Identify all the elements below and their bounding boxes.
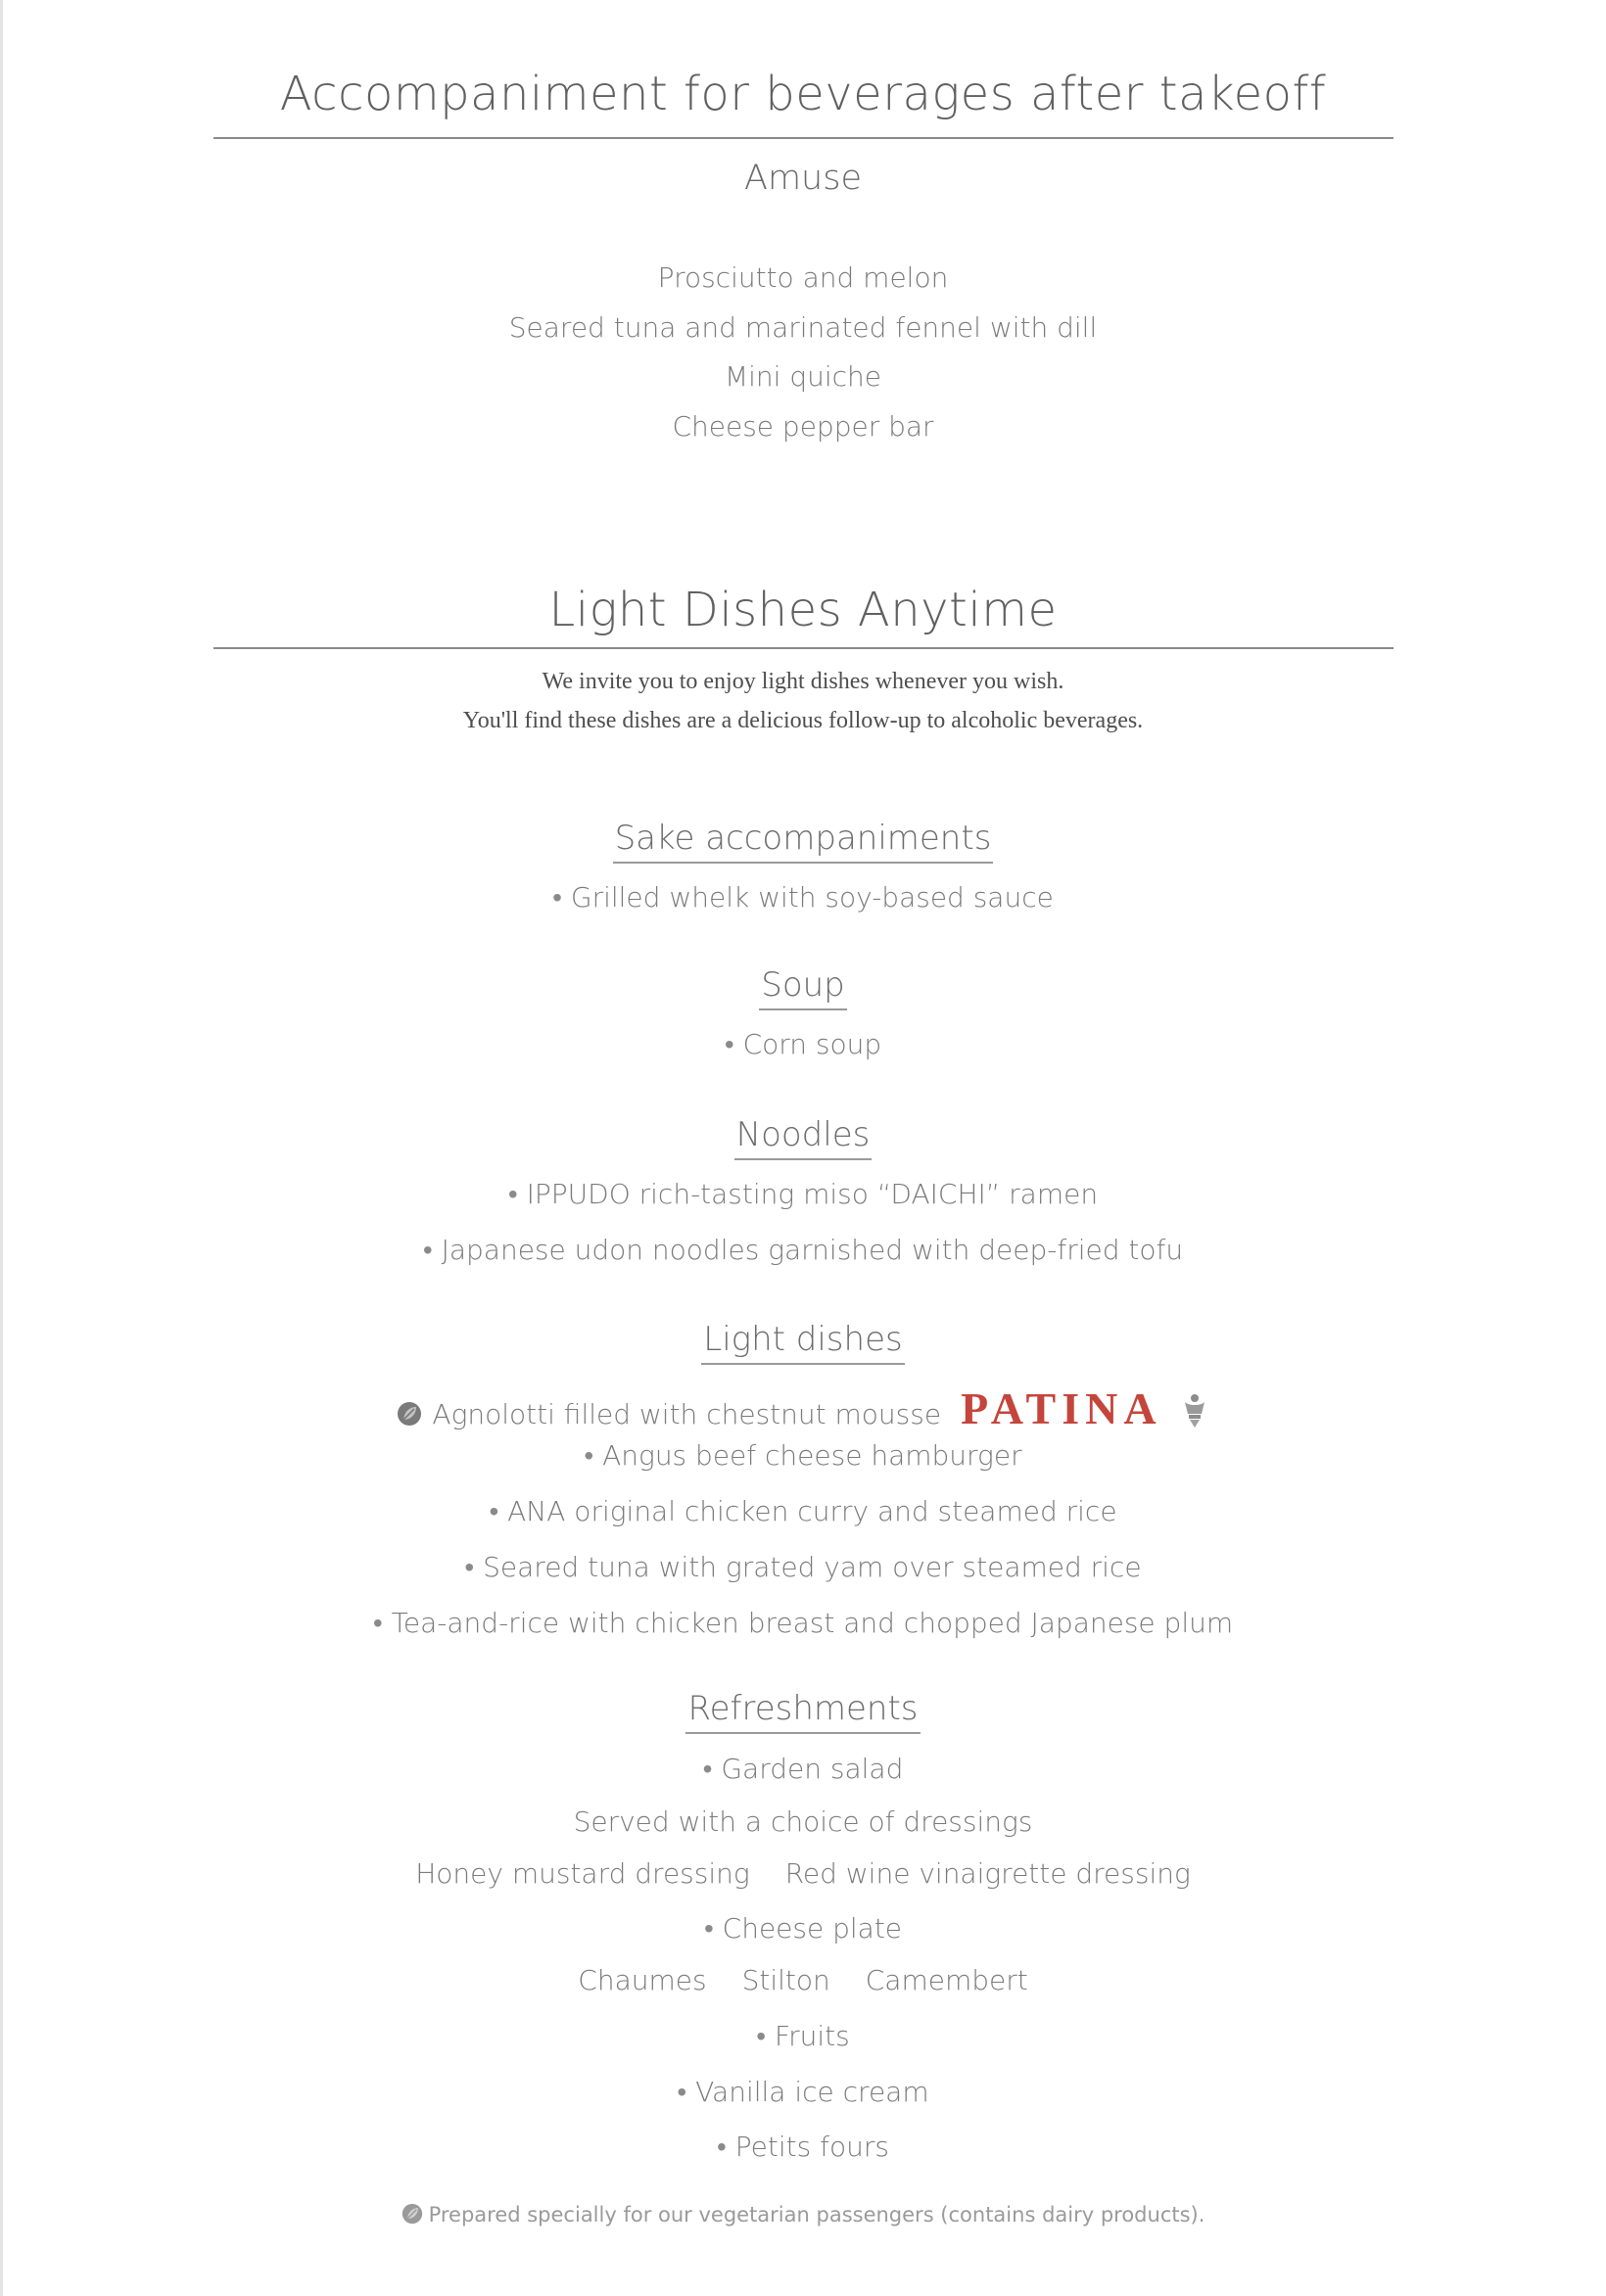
title-divider (213, 137, 1393, 139)
menu-item-label: Cheese plate (722, 1912, 903, 1945)
bullet: • (552, 881, 562, 914)
menu-item-label: ANA original chicken curry and steamed rice (507, 1495, 1117, 1527)
menu-item-label: Fruits (775, 2020, 850, 2052)
section-heading-sake (0, 819, 1606, 864)
vegetarian-footnote (0, 2203, 1606, 2226)
menu-item (0, 1028, 1606, 1060)
amuse-subtitle: Amuse (744, 159, 862, 198)
section-heading-label: Refreshments (685, 1689, 920, 1734)
menu-item-label: IPPUDO rich-tasting miso “DAICHI” ramen (526, 1178, 1099, 1210)
beverages-title: Accompaniment for beverages after takeoff (279, 67, 1327, 121)
cheese-option: Chaumes (578, 1964, 707, 1996)
bullet: • (584, 1439, 594, 1472)
cheese-option: Stilton (741, 1964, 830, 1996)
bullet: • (422, 1234, 433, 1266)
amuse-item: Cheese pepper bar (672, 410, 934, 443)
section-heading-soup (0, 965, 1606, 1010)
menu-item (0, 1439, 1606, 1472)
bullet: • (717, 2131, 727, 2163)
menu-item (0, 2020, 1606, 2052)
section-heading-label: Sake accompaniments (613, 819, 994, 864)
amuse-item: Seared tuna and marinated fennel with dill (508, 311, 1098, 344)
section-heading-noodles (0, 1115, 1606, 1160)
dressing-option: Red wine vinaigrette dressing (784, 1857, 1191, 1890)
bullet: • (507, 1178, 518, 1210)
section-heading-label: Noodles (734, 1115, 873, 1160)
cheese-option: Camembert (865, 1964, 1028, 1996)
vegetarian-leaf-icon (397, 1401, 422, 1427)
vegetarian-leaf-icon (402, 2203, 423, 2225)
bullet: • (464, 1551, 475, 1583)
menu-item (0, 1551, 1606, 1583)
footnote-text: Prepared specially for our vegetarian passengers (contains dairy products). (428, 2203, 1205, 2226)
menu-item-label: Corn soup (742, 1028, 882, 1060)
menu-item-label: Angus beef cheese hamburger (602, 1439, 1022, 1472)
menu-item (0, 1753, 1606, 1785)
menu-item-label: Garden salad (721, 1753, 904, 1785)
bullet: • (677, 2076, 687, 2108)
menu-item-label: Japanese udon noodles garnished with deep-fried tofu (441, 1234, 1184, 1266)
menu-item-vegetarian (0, 1382, 1606, 1434)
section-heading-label: Light dishes (701, 1320, 904, 1365)
menu-item-label: Grilled whelk with soy-based sauce (570, 881, 1054, 914)
crest-icon (1180, 1392, 1209, 1429)
menu-item-label: Petits fours (734, 2131, 889, 2163)
light-dishes-anytime-title: Light Dishes Anytime (548, 583, 1058, 637)
section-heading-refreshments (0, 1689, 1606, 1734)
section-heading-light-dishes (0, 1320, 1606, 1365)
menu-item (0, 1607, 1606, 1639)
menu-item (0, 881, 1606, 914)
amuse-item: Prosciutto and melon (657, 261, 949, 294)
bullet: • (489, 1495, 499, 1527)
section-heading-label: Soup (759, 965, 847, 1010)
menu-item (0, 1912, 1606, 1945)
bullet: • (372, 1607, 383, 1639)
patina-logo: PATINA (961, 1383, 1162, 1433)
dressing-options (0, 1857, 1606, 1890)
menu-item (0, 1178, 1606, 1210)
salad-note: Served with a choice of dressings (573, 1805, 1033, 1838)
menu-item (0, 2076, 1606, 2108)
menu-item-label: Seared tuna with grated yam over steamed rice (483, 1551, 1142, 1583)
bullet: • (724, 1028, 734, 1060)
menu-item-label: Agnolotti filled with chestnut mousse (432, 1398, 942, 1430)
menu-item-label: Vanilla ice cream (695, 2076, 929, 2108)
dressing-option: Honey mustard dressing (415, 1857, 750, 1890)
menu-item (0, 1234, 1606, 1266)
bullet: • (756, 2020, 767, 2052)
menu-item-label: Tea-and-rice with chicken breast and chopped Japanese plum (391, 1607, 1234, 1639)
intro-text: You'll find these dishes are a delicious follow-up to alcoholic beverages. (462, 708, 1144, 733)
cheese-options (0, 1964, 1606, 1996)
menu-item (0, 2131, 1606, 2163)
amuse-item: Mini quiche (724, 360, 882, 393)
intro-text: We invite you to enjoy light dishes whenever you wish. (542, 669, 1064, 694)
bullet: • (703, 1912, 714, 1945)
menu-item (0, 1495, 1606, 1527)
bullet: • (702, 1753, 713, 1785)
title-divider (213, 647, 1393, 649)
